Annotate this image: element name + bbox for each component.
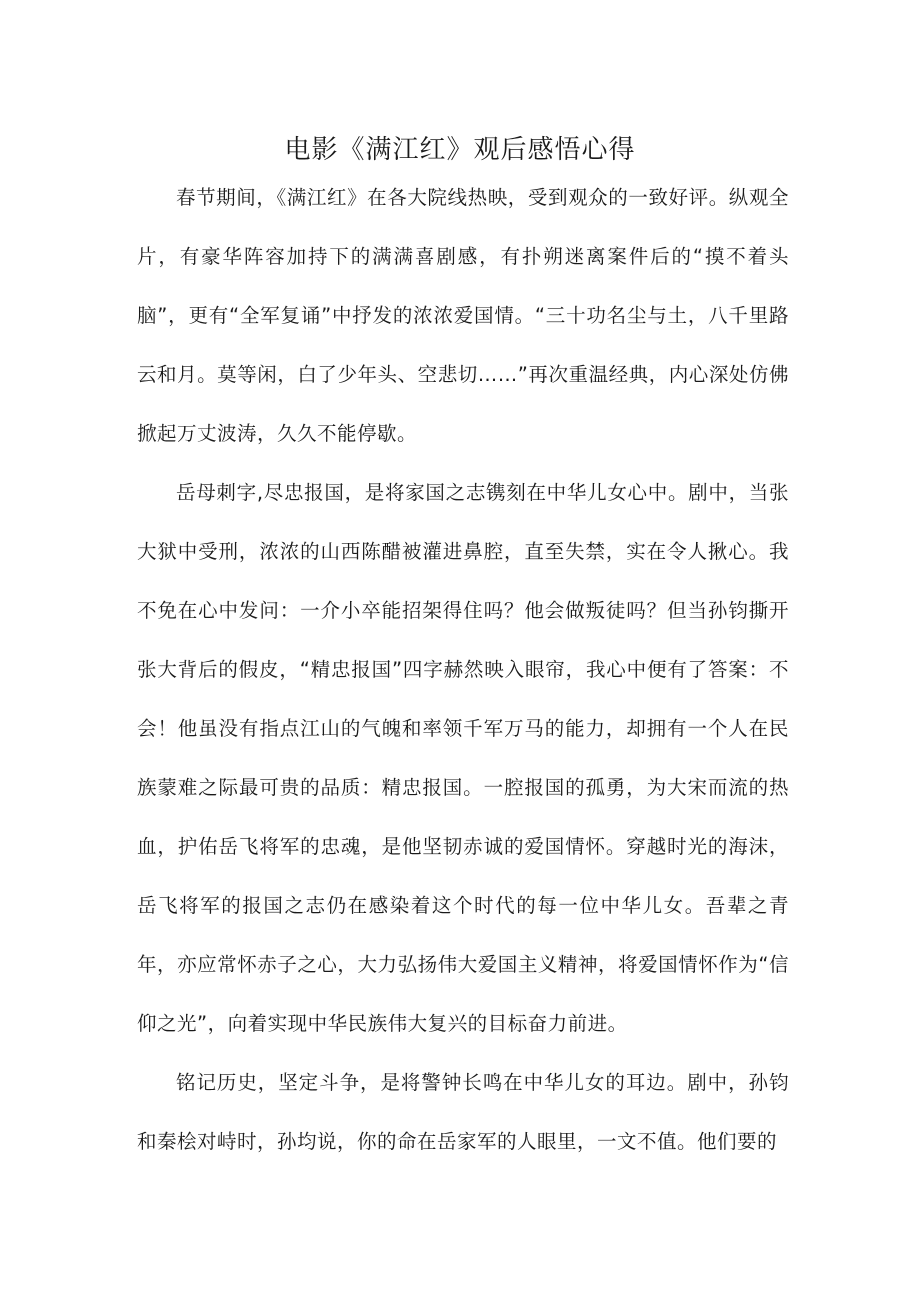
paragraph-2: 岳母刺字,尽忠报国，是将家国之志镌刻在中华儿女心中。剧中，当张大狱中受刑，浓浓的山西陈醋被灌进鼻腔，直至失禁，实在令人揪心。我不免在心中发问：一介小卒能招架得住吗？他会做叛徒吗？但当孙钧撕开张大背后的假皮，“精忠报国”四字赫然映入眼帘，我心中便有了答案：不会！他虽没有指点江山的气魄和率领千军万马的能力，却拥有一个人在民族蒙难之际最可贵的品质：精忠报国。一腔报国的孤勇，为大宋而流的热血，护佑岳飞将军的忠魂，是他坚韧赤诚的爱国情怀。穿越时光的海沫，岳飞将军的报国之志仍在感染着这个时代的每一位中华儿女。吾辈之青年，亦应常怀赤子之心，大力弘扬伟大爱国主义精神，将爱国情怀作为“信仰之光”，向着实现中华民族伟大复兴的目标奋力前进。 — [137, 481, 789, 1035]
paragraph-3: 铭记历史，坚定斗争，是将警钟长鸣在中华儿女的耳边。剧中，孙钧和秦桧对峙时，孙均说，你的命在岳家军的人眼里，一文不值。他们要的 — [137, 1071, 789, 1153]
document-body — [137, 168, 789, 1171]
paragraph-1: 春节期间，《满江红》在各大院线热映，受到观众的一致好评。纵观全片，有豪华阵容加持下的满满喜剧感，有扑朔迷离案件后的“摸不着头脑”，更有“全军复诵”中抒发的浓浓爱国情。“三十功名尘与土，八千里路云和月。莫等闲，白了少年头、空悲切……”再次重温经典，内心深处仿佛掀起万丈波涛，久久不能停歇。 — [137, 186, 789, 445]
document-title: 电影《满江红》观后感悟心得 — [284, 135, 636, 165]
